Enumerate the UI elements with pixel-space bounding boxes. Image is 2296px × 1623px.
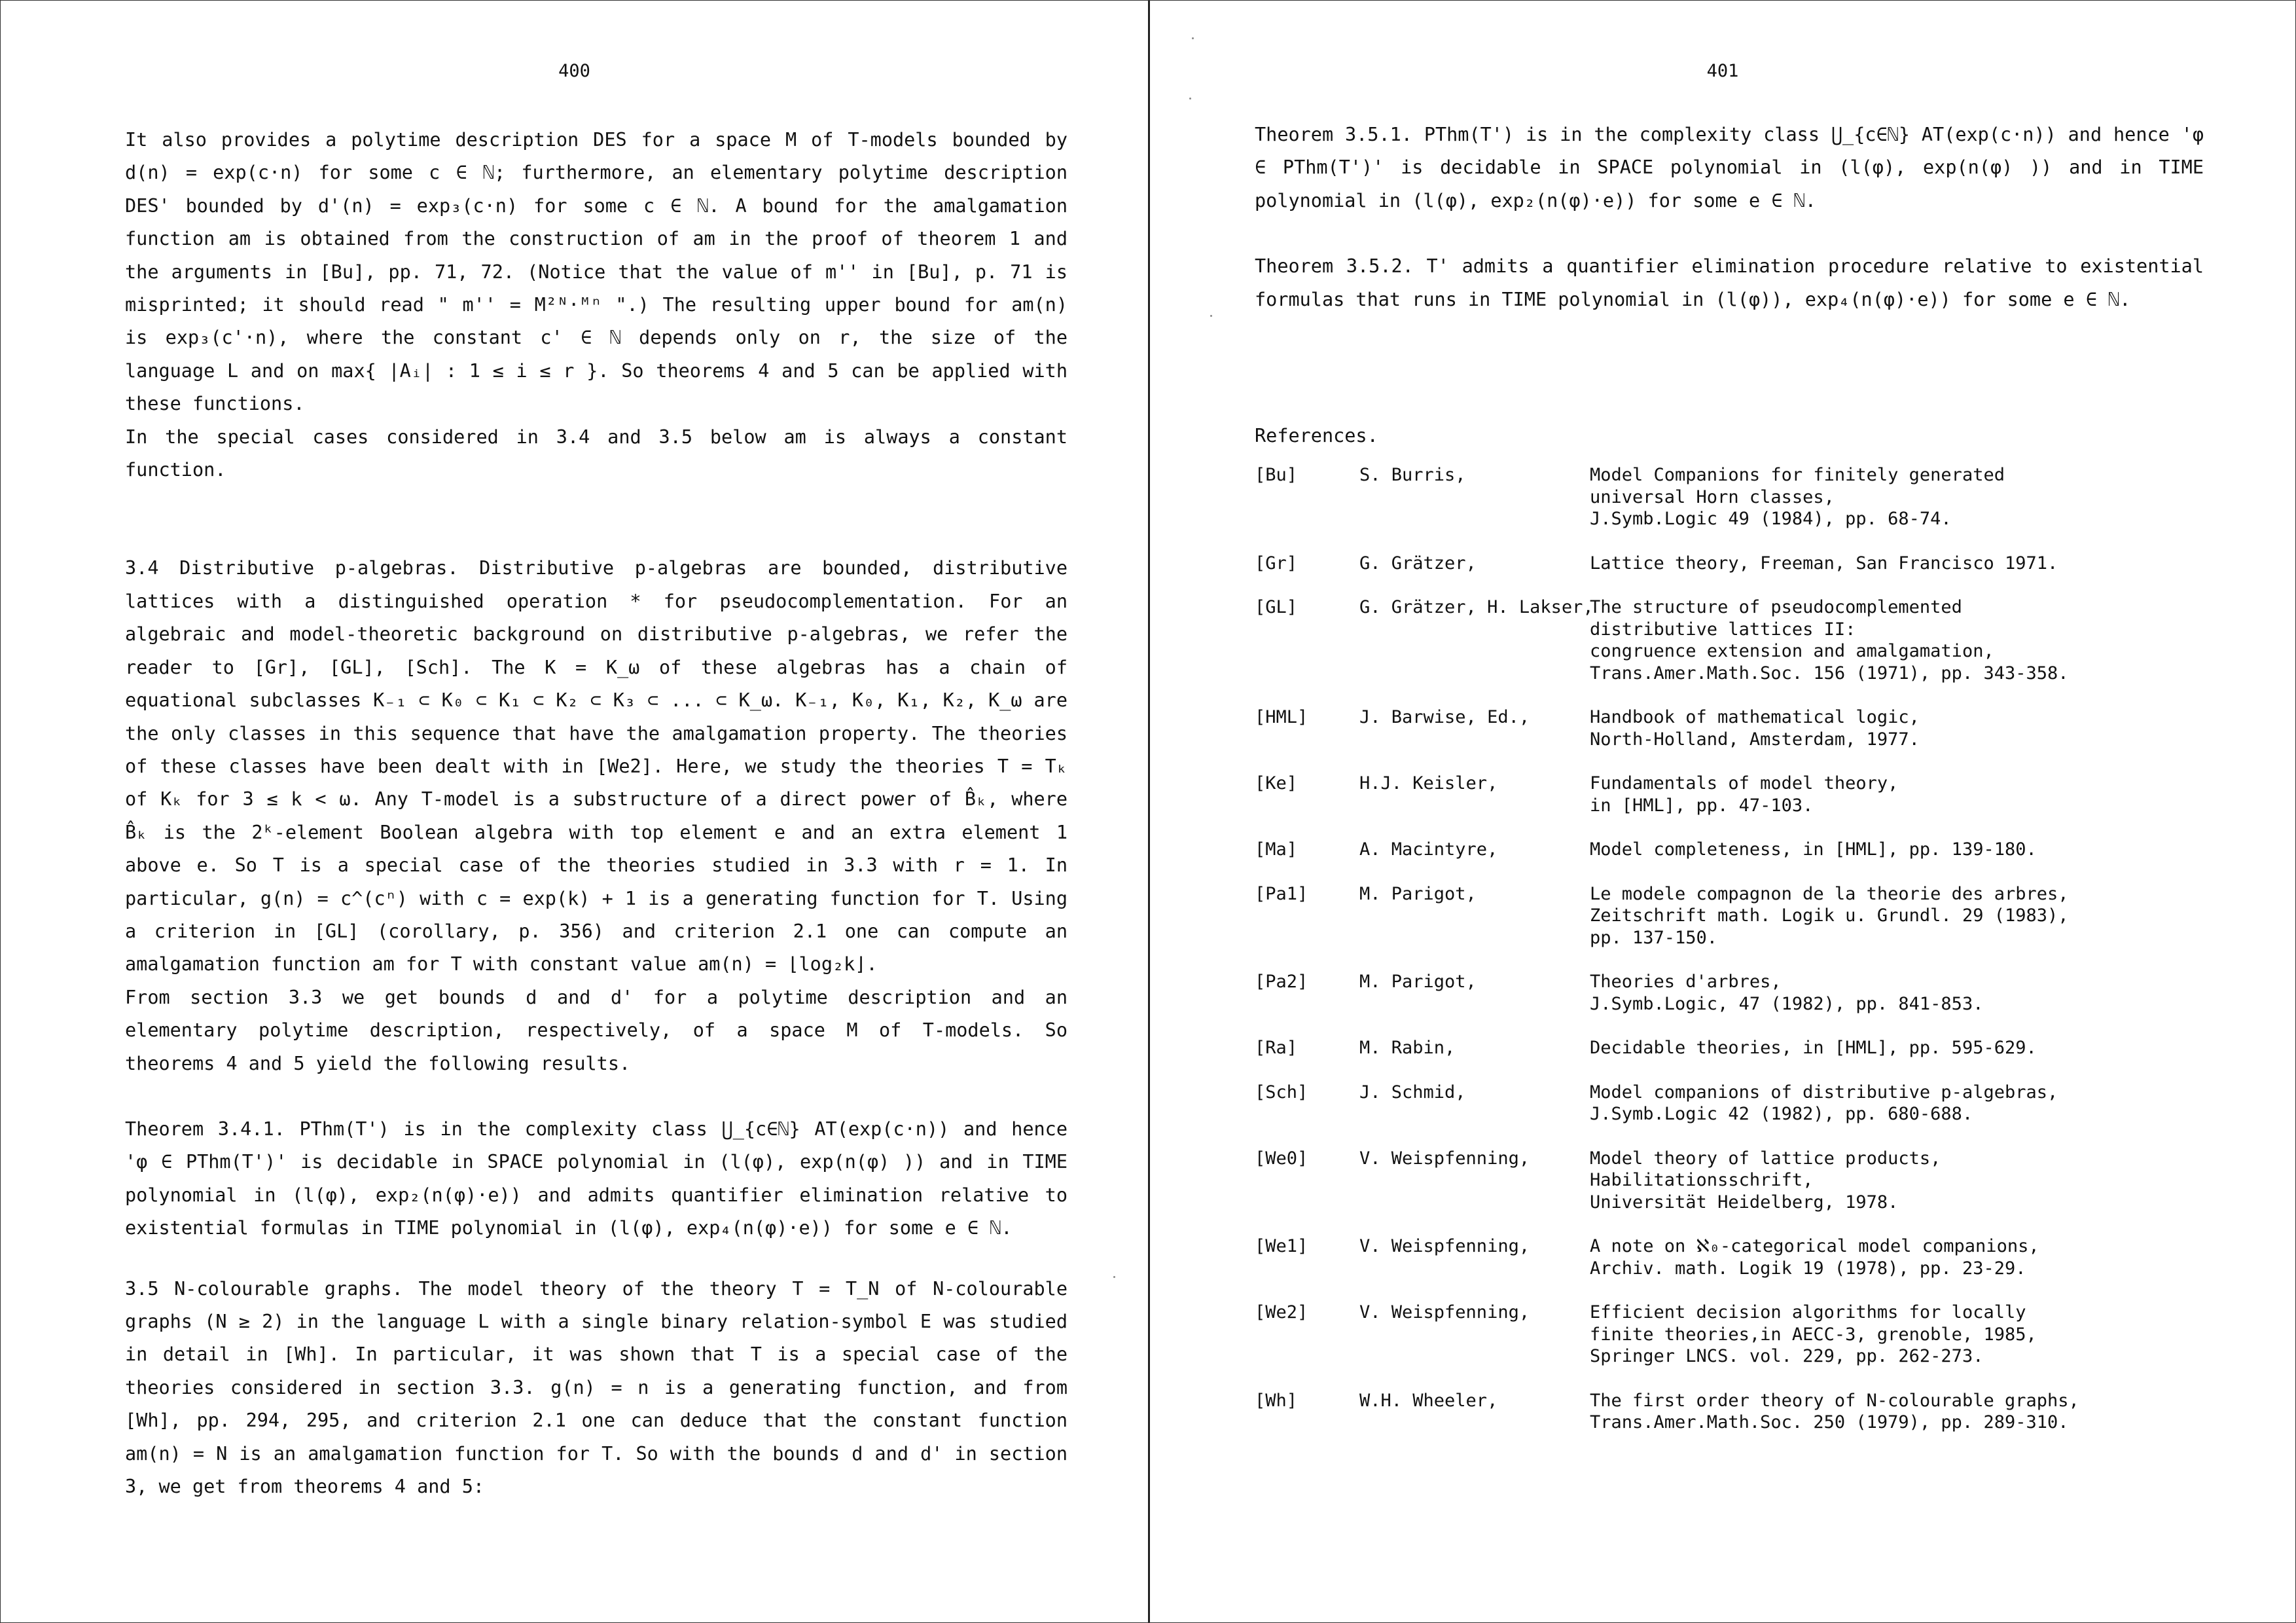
- reference-author: M. Parigot,: [1359, 883, 1477, 904]
- right-page: [1150, 1, 2295, 1622]
- left-page: [1, 1, 1150, 1622]
- page-number: 400: [558, 61, 590, 81]
- reference-author: J. Barwise, Ed.,: [1359, 707, 1530, 728]
- reference-text: The first order theory of N-colourable graphs, Trans.Amer.Math.Soc. 250 (1979), pp. 289-310.: [1590, 1390, 2079, 1433]
- reference-text: The structure of pseudocomplemented distributive lattices II: congruence extension and amalgamation, Trans.Amer.Math.Soc. 156 (1971), pp. 343-358.: [1590, 597, 2069, 684]
- scan-speck: [1113, 1276, 1115, 1278]
- reference-key: [Pa1]: [1255, 883, 1308, 904]
- section-3-5-n-colourable-graphs: 3.5 N-colourable graphs. The model theory of the theory T = T_N of N-colourable graphs (N ≥ 2) in the language L with a single binary relation-symbol E was studied in detail in [Wh]. In particular, it was shown that T is a special case of the theories considered in section 3.3. g(n) = n is a generating function, and from [Wh], pp. 294, 295, and criterion 2.1 one can deduce that the constant function am(n) = N is an amalgamation function for T. So with the bounds d and d' in section 3, we get from theorems 4 and 5:: [125, 1277, 1067, 1498]
- reference-key: [Bu]: [1255, 465, 1298, 486]
- reference-author: M. Rabin,: [1359, 1038, 1456, 1059]
- reference-entry: [1255, 883, 2204, 949]
- reference-entry: [1255, 1390, 2204, 1434]
- reference-author: S. Burris,: [1359, 465, 1466, 486]
- reference-key: [Pa2]: [1255, 972, 1308, 993]
- reference-key: [HML]: [1255, 707, 1308, 728]
- paragraph-special-cases: In the special cases considered in 3.4 and 3.5 below am is always a constant function.: [125, 426, 1067, 481]
- scan-speck: [1210, 315, 1212, 317]
- right-text-column: [1255, 119, 2204, 1456]
- reference-key: [Ra]: [1255, 1038, 1298, 1059]
- reference-entry: [1255, 1235, 2204, 1279]
- paragraph-bounds: From section 3.3 we get bounds d and d' for a polytime description and an elementary polytime description, respectively, of a space M of T-models. So theorems 4 and 5 yield the following results.: [125, 986, 1067, 1074]
- references-heading: References.: [1255, 425, 1378, 447]
- reference-key: [Sch]: [1255, 1082, 1308, 1103]
- reference-entry: [1255, 773, 2204, 816]
- reference-author: W.H. Wheeler,: [1359, 1390, 1498, 1411]
- reference-entry: [1255, 1148, 2204, 1214]
- reference-key: [Ma]: [1255, 839, 1298, 860]
- reference-key: [We2]: [1255, 1302, 1308, 1323]
- page-number: 401: [1706, 61, 1739, 81]
- section-3-4-distributive-p-algebras: 3.4 Distributive p-algebras. Distributive p-algebras are bounded, distributive lattices with a distinguished operation * for pseudocomplementation. For an algebraic and model-theoretic background on distributive p-algebras, we refer the reader to [Gr], [GL], [Sch]. The K = K_ω of these algebras has a chain of equational subclasses K₋₁ ⊂ K₀ ⊂ K₁ ⊂ K₂ ⊂ K₃ ⊂ ... ⊂ K_ω. K₋₁, K₀, K₁, K₂, K_ω are the only classes in this sequence that have the amalgamation property. The theories of these classes have been dealt with in [We2]. Here, we study the theories T = Tₖ of Kₖ for 3 ≤ k < ω. Any T-model is a substructure of a direct power of B̂ₖ, where B̂ₖ is the 2ᵏ-element Boolean algebra with top element e and an extra element 1 above e. So T is a special case of the theories studied in 3.3 with r = 1. In particular, g(n) = c^(cⁿ) with c = exp(k) + 1 is a generating function for T. Using a criterion in [GL] (corollary, p. 356) and criterion 2.1 one can compute an amalgamation function am for T with constant value am(n) = ⌊log₂k⌋.: [125, 557, 1067, 976]
- reference-entry: [1255, 553, 2204, 575]
- reference-text: Model completeness, in [HML], pp. 139-180.: [1590, 839, 2037, 860]
- reference-text: A note on ℵ₀-categorical model companions, Archiv. math. Logik 19 (1978), pp. 23-29.: [1590, 1236, 2039, 1279]
- reference-author: G. Grätzer, H. Lakser,: [1359, 597, 1594, 618]
- reference-text: Model companions of distributive p-algebras, J.Symb.Logic 42 (1982), pp. 680-688.: [1590, 1082, 2058, 1125]
- reference-entry: [1255, 839, 2204, 861]
- reference-list: [1255, 464, 2204, 1434]
- reference-entry: [1255, 596, 2204, 684]
- reference-text: Model Companions for finitely generated universal Horn classes, J.Symb.Logic 49 (1984), pp. 68-74.: [1590, 465, 2005, 530]
- reference-entry: [1255, 971, 2204, 1015]
- reference-author: J. Schmid,: [1359, 1082, 1466, 1103]
- reference-text: Le modele compagnon de la theorie des arbres, Zeitschrift math. Logik u. Grundl. 29 (1983), pp. 137-150.: [1590, 883, 2069, 948]
- reference-text: Handbook of mathematical logic, North-Holland, Amsterdam, 1977.: [1590, 707, 1920, 750]
- reference-entry: [1255, 706, 2204, 750]
- reference-author: V. Weispfenning,: [1359, 1236, 1530, 1257]
- reference-text: Fundamentals of model theory, in [HML], pp. 47-103.: [1590, 773, 1899, 816]
- reference-text: Efficient decision algorithms for locally finite theories,in AECC-3, grenoble, 1985, Springer LNCS. vol. 229, pp. 262-273.: [1590, 1302, 2037, 1367]
- theorem-3-5-1: Theorem 3.5.1. PThm(T') is in the complexity class ⋃_{c∈ℕ} AT(exp(c·n)) and hence 'φ ∈ PThm(T')' is decidable in SPACE polynomial in (l(φ), exp(n(φ) )) and in TIME polynomial in (l(φ), exp₂(n(φ)·e)) for some e ∈ ℕ.: [1255, 124, 2204, 211]
- scan-speck: [1192, 37, 1194, 39]
- reference-key: [GL]: [1255, 597, 1298, 618]
- paragraph-intro: It also provides a polytime description DES for a space M of T-models bounded by d(n) = exp(c·n) for some c ∈ ℕ; furthermore, an elementary polytime description DES' bounded by d'(n) = exp₃(c·n) for some c ∈ ℕ. A bound for the amalgamation function am is obtained from the construction of am in the proof of theorem 1 and the arguments in [Bu], pp. 71, 72. (Notice that the value of m'' in [Bu], p. 71 is misprinted; it should read " m'' = M²ᴺ·ᴹⁿ ".) The resulting upper bound for am(n) is exp₃(c'·n), where the constant c' ∈ ℕ depends only on r, the size of the language L and on max{ |Aᵢ| : 1 ≤ i ≤ r }. So theorems 4 and 5 can be applied with these functions.: [125, 129, 1067, 415]
- reference-key: [Wh]: [1255, 1390, 1298, 1411]
- reference-author: V. Weispfenning,: [1359, 1148, 1530, 1169]
- left-text-column: [125, 124, 1067, 1503]
- reference-text: Lattice theory, Freeman, San Francisco 1971.: [1590, 553, 2058, 574]
- theorem-3-4-1: Theorem 3.4.1. PThm(T') is in the complexity class ⋃_{c∈ℕ} AT(exp(c·n)) and hence 'φ ∈ PThm(T')' is decidable in SPACE polynomial in (l(φ), exp(n(φ) )) and in TIME polynomial in (l(φ), exp₂(n(φ)·e)) and admits quantifier elimination relative to existential formulas in TIME polynomial in (l(φ), exp₄(n(φ)·e)) for some e ∈ ℕ.: [125, 1118, 1067, 1239]
- theorem-3-5-2: Theorem 3.5.2. T' admits a quantifier elimination procedure relative to existential formulas that runs in TIME polynomial in (l(φ)), exp₄(n(φ)·e)) for some e ∈ ℕ.: [1255, 255, 2204, 310]
- reference-entry: [1255, 1037, 2204, 1059]
- reference-entry: [1255, 464, 2204, 530]
- scan-speck: [1189, 98, 1191, 100]
- reference-author: G. Grätzer,: [1359, 553, 1477, 574]
- reference-key: [Gr]: [1255, 553, 1298, 574]
- reference-entry: [1255, 1082, 2204, 1125]
- reference-text: Theories d'arbres, J.Symb.Logic, 47 (1982), pp. 841-853.: [1590, 972, 1984, 1014]
- reference-key: [We1]: [1255, 1236, 1308, 1257]
- reference-author: A. Macintyre,: [1359, 839, 1498, 860]
- reference-text: Decidable theories, in [HML], pp. 595-629.: [1590, 1038, 2037, 1059]
- reference-text: Model theory of lattice products, Habilitationsschrift, Universität Heidelberg, 1978.: [1590, 1148, 1941, 1213]
- reference-author: V. Weispfenning,: [1359, 1302, 1530, 1323]
- reference-author: M. Parigot,: [1359, 972, 1477, 993]
- reference-key: [We0]: [1255, 1148, 1308, 1169]
- reference-author: H.J. Keisler,: [1359, 773, 1498, 794]
- reference-entry: [1255, 1302, 2204, 1368]
- reference-key: [Ke]: [1255, 773, 1298, 794]
